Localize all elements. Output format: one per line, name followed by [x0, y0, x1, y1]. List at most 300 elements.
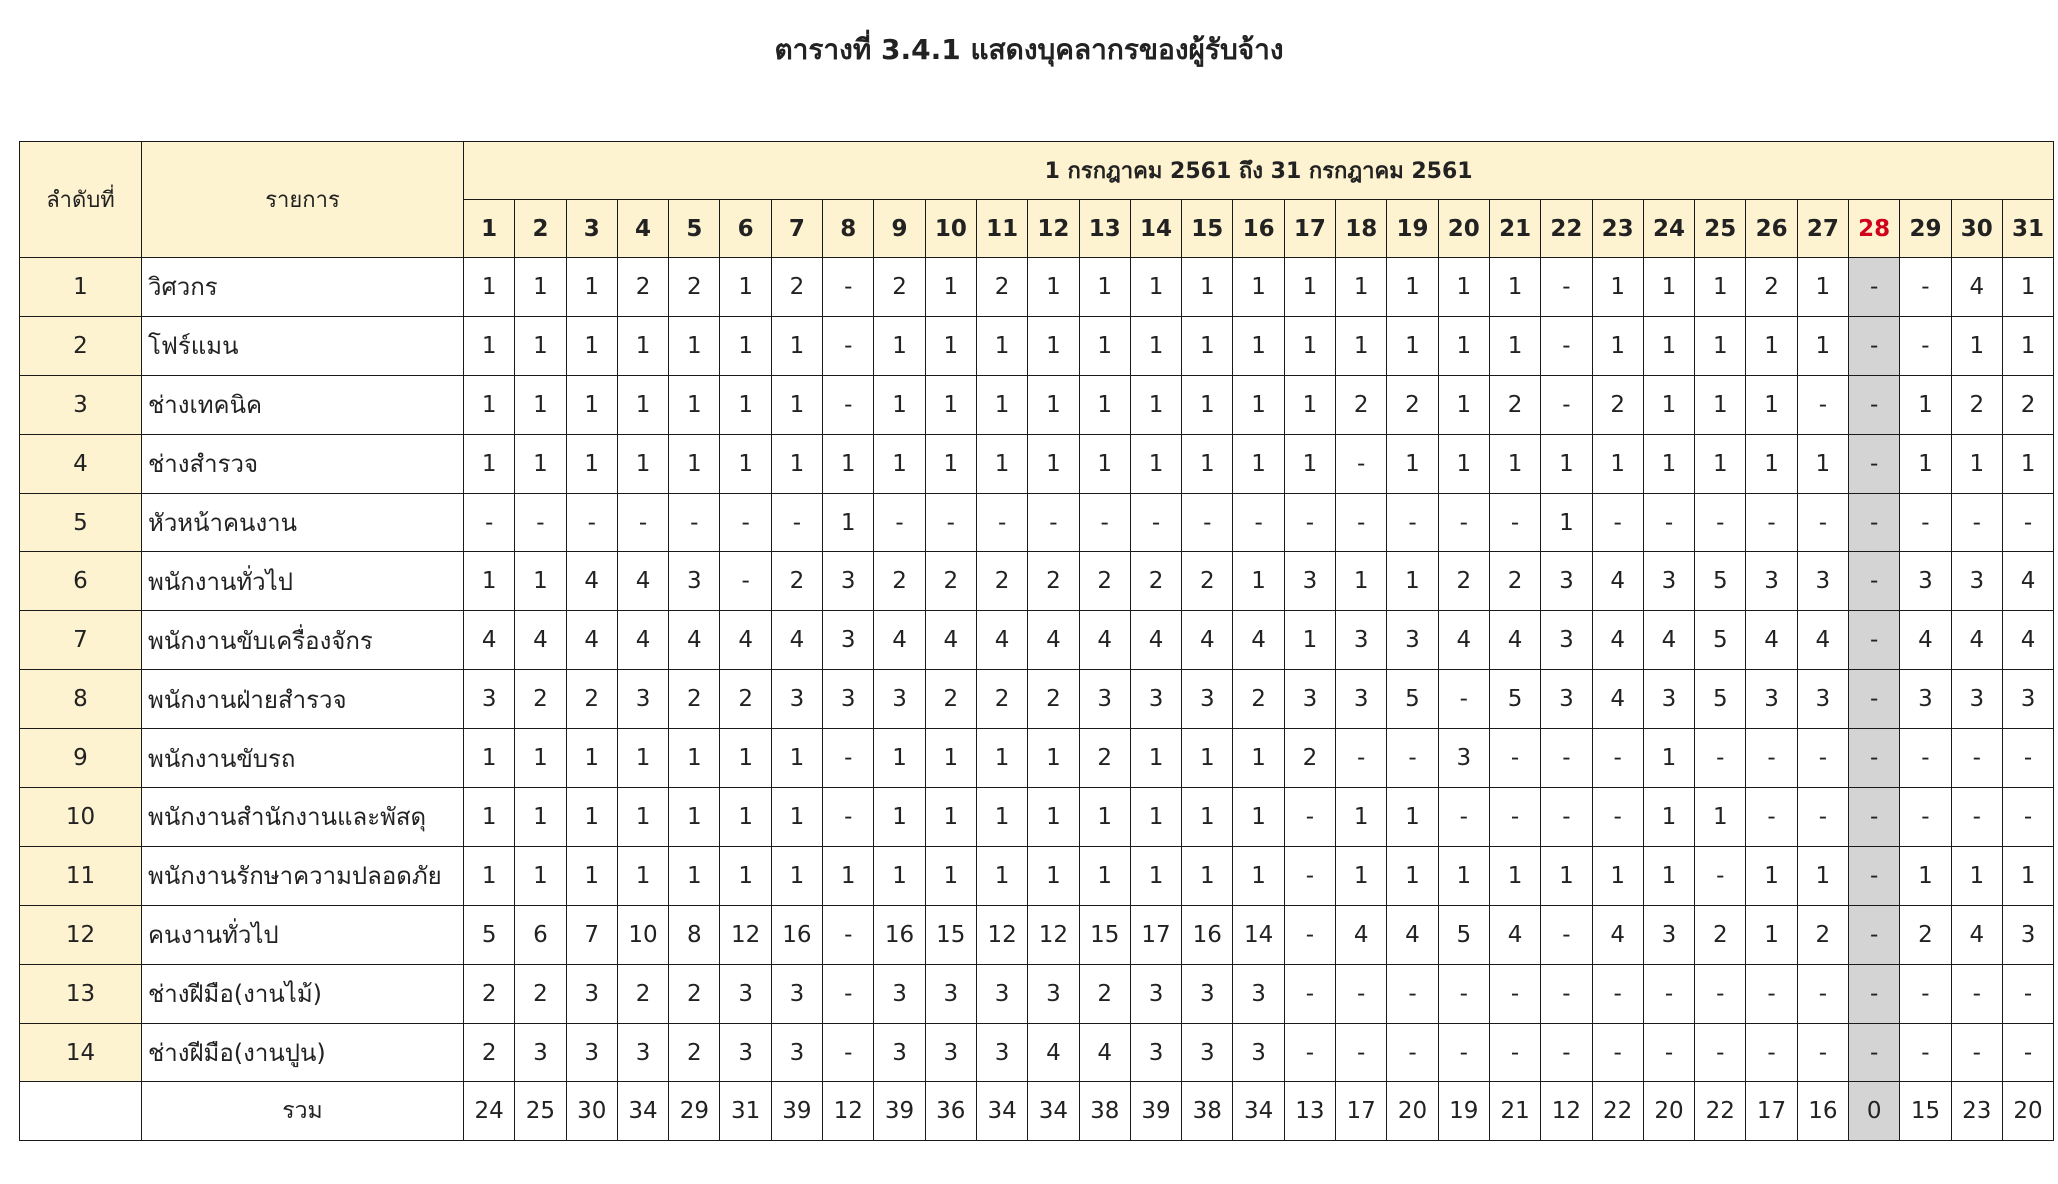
day-value-cell: - — [976, 493, 1027, 552]
day-header: 21 — [1489, 200, 1540, 258]
day-value-cell: 2 — [1489, 552, 1540, 611]
table-row — [20, 788, 2054, 847]
day-value-cell: 4 — [2002, 611, 2053, 670]
day-value-cell: 1 — [925, 729, 976, 788]
day-value-cell: 1 — [1130, 434, 1181, 493]
day-value-cell: 4 — [1592, 670, 1643, 729]
day-value-cell: 3 — [1541, 611, 1592, 670]
day-value-cell: 4 — [617, 611, 668, 670]
day-value-cell: 1 — [1336, 846, 1387, 905]
table-row — [20, 258, 2054, 317]
day-value-cell: - — [823, 905, 874, 964]
day-value-cell: 3 — [566, 964, 617, 1023]
row-number: 8 — [20, 670, 142, 729]
day-value-cell: - — [1746, 729, 1797, 788]
day-value-cell: - — [1592, 964, 1643, 1023]
day-value-cell: 4 — [1951, 258, 2002, 317]
day-value-cell: 4 — [1233, 611, 1284, 670]
day-value-cell: 3 — [720, 964, 771, 1023]
day-header: 17 — [1284, 200, 1335, 258]
day-value-cell: 1 — [1182, 375, 1233, 434]
day-value-cell: 2 — [1079, 964, 1130, 1023]
day-value-cell: 1 — [1284, 316, 1335, 375]
day-value-cell: 1 — [976, 434, 1027, 493]
day-value-cell: 1 — [925, 375, 976, 434]
day-value-cell: - — [515, 493, 566, 552]
day-value-cell: 5 — [464, 905, 515, 964]
day-value-cell: 3 — [1541, 552, 1592, 611]
day-header: 31 — [2002, 200, 2053, 258]
day-value-cell: 1 — [617, 846, 668, 905]
day-value-cell: 4 — [874, 611, 925, 670]
day-value-cell: 1 — [1541, 434, 1592, 493]
day-value-cell: 4 — [1079, 611, 1130, 670]
row-number: 7 — [20, 611, 142, 670]
item-name: พนักงานฝ่ายสำรวจ — [142, 670, 464, 729]
row-number: 2 — [20, 316, 142, 375]
day-value-cell: 1 — [1797, 316, 1848, 375]
total-value-cell: 17 — [1746, 1082, 1797, 1141]
day-value-cell: - — [2002, 788, 2053, 847]
day-value-cell: - — [1849, 846, 1900, 905]
day-value-cell: 1 — [1643, 258, 1694, 317]
day-value-cell: 1 — [874, 316, 925, 375]
day-value-cell: 1 — [464, 846, 515, 905]
day-value-cell: 4 — [771, 611, 822, 670]
day-value-cell: 1 — [669, 316, 720, 375]
total-value-cell: 20 — [2002, 1082, 2053, 1141]
day-value-cell: 1 — [1592, 316, 1643, 375]
day-value-cell: 1 — [976, 788, 1027, 847]
row-number: 9 — [20, 729, 142, 788]
total-value-cell: 24 — [464, 1082, 515, 1141]
day-value-cell: 1 — [2002, 316, 2053, 375]
day-value-cell: 2 — [1284, 729, 1335, 788]
day-value-cell: - — [823, 375, 874, 434]
table-row — [20, 846, 2054, 905]
table-row — [20, 552, 2054, 611]
day-value-cell: - — [464, 493, 515, 552]
day-header: 30 — [1951, 200, 2002, 258]
day-header: 11 — [976, 200, 1027, 258]
day-value-cell: 1 — [464, 552, 515, 611]
day-value-cell: 1 — [771, 846, 822, 905]
day-value-cell: 2 — [1797, 905, 1848, 964]
day-value-cell: 1 — [1233, 316, 1284, 375]
item-name: โฟร์แมน — [142, 316, 464, 375]
day-value-cell: 1 — [771, 375, 822, 434]
total-value-cell: 39 — [874, 1082, 925, 1141]
total-value-cell: 31 — [720, 1082, 771, 1141]
day-value-cell: 3 — [771, 670, 822, 729]
day-value-cell: 1 — [1695, 788, 1746, 847]
day-value-cell: 2 — [515, 964, 566, 1023]
day-value-cell: 3 — [1079, 670, 1130, 729]
day-value-cell: - — [1643, 493, 1694, 552]
day-value-cell: 3 — [823, 552, 874, 611]
day-value-cell: 1 — [1489, 846, 1540, 905]
day-value-cell: - — [823, 788, 874, 847]
day-header: 25 — [1695, 200, 1746, 258]
day-value-cell: 1 — [1695, 258, 1746, 317]
day-value-cell: 1 — [925, 434, 976, 493]
day-value-cell: - — [1951, 788, 2002, 847]
day-value-cell: 1 — [976, 846, 1027, 905]
day-value-cell: - — [1797, 788, 1848, 847]
day-value-cell: 2 — [1900, 905, 1951, 964]
day-value-cell: - — [1541, 788, 1592, 847]
day-value-cell: 2 — [1592, 375, 1643, 434]
total-value-cell: 34 — [617, 1082, 668, 1141]
day-value-cell: - — [1182, 493, 1233, 552]
total-value-cell: 39 — [1130, 1082, 1181, 1141]
day-value-cell: - — [1900, 729, 1951, 788]
day-value-cell: - — [1336, 729, 1387, 788]
total-value-cell: 21 — [1489, 1082, 1540, 1141]
day-value-cell: 1 — [1438, 316, 1489, 375]
day-value-cell: 3 — [1387, 611, 1438, 670]
day-value-cell: 14 — [1233, 905, 1284, 964]
day-value-cell: 1 — [1130, 846, 1181, 905]
day-value-cell: - — [823, 729, 874, 788]
day-value-cell: - — [1849, 258, 1900, 317]
day-value-cell: 3 — [720, 1023, 771, 1082]
day-value-cell: 1 — [1079, 375, 1130, 434]
day-value-cell: 1 — [1182, 316, 1233, 375]
day-value-cell: 1 — [823, 434, 874, 493]
day-value-cell: - — [1849, 375, 1900, 434]
day-value-cell: 2 — [874, 552, 925, 611]
day-value-cell: 3 — [1951, 670, 2002, 729]
day-value-cell: 3 — [1182, 670, 1233, 729]
day-value-cell: 3 — [1643, 905, 1694, 964]
day-value-cell: 3 — [1233, 1023, 1284, 1082]
day-value-cell: 1 — [1387, 434, 1438, 493]
day-value-cell: - — [1489, 964, 1540, 1023]
day-value-cell: 1 — [1336, 316, 1387, 375]
period-header: 1 กรกฎาคม 2561 ถึง 31 กรกฎาคม 2561 — [464, 142, 2054, 200]
day-value-cell: - — [1746, 788, 1797, 847]
day-value-cell: - — [1592, 493, 1643, 552]
day-value-cell: 1 — [1233, 846, 1284, 905]
day-value-cell: - — [1592, 1023, 1643, 1082]
day-value-cell: - — [1541, 375, 1592, 434]
table-row — [20, 611, 2054, 670]
day-value-cell: - — [1695, 846, 1746, 905]
day-value-cell: 1 — [720, 375, 771, 434]
day-value-cell: - — [823, 258, 874, 317]
day-value-cell: 3 — [925, 1023, 976, 1082]
day-value-cell: 1 — [1387, 552, 1438, 611]
day-value-cell: 1 — [1028, 258, 1079, 317]
day-value-cell: 1 — [1028, 434, 1079, 493]
day-value-cell: 3 — [823, 611, 874, 670]
day-value-cell: 1 — [566, 375, 617, 434]
day-value-cell: 2 — [617, 964, 668, 1023]
day-value-cell: 1 — [1387, 788, 1438, 847]
total-value-cell: 15 — [1900, 1082, 1951, 1141]
day-value-cell: 1 — [1387, 316, 1438, 375]
item-name: ช่างฝีมือ(งานปูน) — [142, 1023, 464, 1082]
day-value-cell: 1 — [515, 552, 566, 611]
day-value-cell: - — [1438, 1023, 1489, 1082]
day-value-cell: 1 — [1900, 375, 1951, 434]
total-blank-cell — [20, 1082, 142, 1141]
day-value-cell: 3 — [617, 670, 668, 729]
day-value-cell: 1 — [1746, 375, 1797, 434]
day-value-cell: 1 — [1284, 375, 1335, 434]
day-value-cell: 2 — [1028, 670, 1079, 729]
day-value-cell: 1 — [1592, 258, 1643, 317]
day-value-cell: 4 — [1592, 905, 1643, 964]
table-row — [20, 375, 2054, 434]
day-value-cell: 1 — [874, 434, 925, 493]
page-title: ตารางที่ 3.4.1 แสดงบุคลากรของผู้รับจ้าง — [774, 33, 1284, 66]
day-value-cell: - — [925, 493, 976, 552]
day-value-cell: 3 — [874, 670, 925, 729]
day-value-cell: - — [1695, 729, 1746, 788]
day-value-cell: 4 — [669, 611, 720, 670]
day-value-cell: 1 — [1182, 258, 1233, 317]
day-value-cell: 1 — [1438, 258, 1489, 317]
day-value-cell: 1 — [464, 316, 515, 375]
day-value-cell: - — [1797, 1023, 1848, 1082]
day-value-cell: - — [1489, 1023, 1540, 1082]
day-value-cell: - — [1797, 493, 1848, 552]
table-row — [20, 964, 2054, 1023]
day-header: 18 — [1336, 200, 1387, 258]
day-value-cell: 3 — [874, 1023, 925, 1082]
day-value-cell: 1 — [1797, 846, 1848, 905]
day-value-cell: - — [1849, 552, 1900, 611]
day-value-cell: - — [1336, 964, 1387, 1023]
day-value-cell: 1 — [1643, 788, 1694, 847]
day-value-cell: - — [1695, 493, 1746, 552]
day-value-cell: - — [1797, 375, 1848, 434]
day-value-cell: 1 — [1746, 434, 1797, 493]
day-value-cell: 1 — [1592, 846, 1643, 905]
day-value-cell: 3 — [1284, 670, 1335, 729]
day-value-cell: 1 — [1643, 316, 1694, 375]
day-header: 20 — [1438, 200, 1489, 258]
total-value-cell: 20 — [1387, 1082, 1438, 1141]
day-value-cell: - — [1643, 964, 1694, 1023]
day-header: 27 — [1797, 200, 1848, 258]
day-value-cell: - — [1489, 788, 1540, 847]
day-value-cell: 1 — [566, 258, 617, 317]
day-header: 13 — [1079, 200, 1130, 258]
total-value-cell: 38 — [1079, 1082, 1130, 1141]
day-value-cell: 2 — [1079, 552, 1130, 611]
day-value-cell: 1 — [1541, 846, 1592, 905]
day-value-cell: 1 — [1233, 258, 1284, 317]
item-name: พนักงานรักษาความปลอดภัย — [142, 846, 464, 905]
row-number: 5 — [20, 493, 142, 552]
day-value-cell: 2 — [1130, 552, 1181, 611]
day-value-cell: - — [1746, 964, 1797, 1023]
day-value-cell: 2 — [771, 258, 822, 317]
day-value-cell: 1 — [1438, 846, 1489, 905]
day-header: 16 — [1233, 200, 1284, 258]
day-value-cell: 4 — [1489, 611, 1540, 670]
day-value-cell: 1 — [617, 729, 668, 788]
day-value-cell: 1 — [976, 375, 1027, 434]
day-value-cell: 2 — [1387, 375, 1438, 434]
day-value-cell: 1 — [925, 846, 976, 905]
total-value-cell: 22 — [1695, 1082, 1746, 1141]
day-value-cell: 1 — [771, 316, 822, 375]
day-value-cell: 5 — [1387, 670, 1438, 729]
total-value-cell: 38 — [1182, 1082, 1233, 1141]
row-number: 6 — [20, 552, 142, 611]
day-value-cell: 1 — [1695, 434, 1746, 493]
day-value-cell: 2 — [1233, 670, 1284, 729]
day-value-cell: 3 — [823, 670, 874, 729]
day-value-cell: - — [720, 493, 771, 552]
day-value-cell: 2 — [669, 964, 720, 1023]
day-value-cell: 4 — [1951, 905, 2002, 964]
day-value-cell: 4 — [566, 611, 617, 670]
day-value-cell: 2 — [1695, 905, 1746, 964]
day-value-cell: 1 — [2002, 434, 2053, 493]
day-value-cell: 3 — [1438, 729, 1489, 788]
day-value-cell: 1 — [1695, 316, 1746, 375]
day-value-cell: 1 — [874, 788, 925, 847]
row-number: 13 — [20, 964, 142, 1023]
day-value-cell: 3 — [1284, 552, 1335, 611]
day-value-cell: - — [1900, 316, 1951, 375]
total-value-cell: 16 — [1797, 1082, 1848, 1141]
day-value-cell: 1 — [1438, 434, 1489, 493]
day-value-cell: 12 — [1028, 905, 1079, 964]
day-header: 12 — [1028, 200, 1079, 258]
day-value-cell: 1 — [1746, 316, 1797, 375]
day-value-cell: - — [1489, 493, 1540, 552]
day-value-cell: - — [1541, 729, 1592, 788]
day-value-cell: 3 — [1028, 964, 1079, 1023]
day-value-cell: - — [1849, 964, 1900, 1023]
day-header: 24 — [1643, 200, 1694, 258]
day-value-cell: - — [1900, 964, 1951, 1023]
total-value-cell: 0 — [1849, 1082, 1900, 1141]
day-value-cell: - — [1079, 493, 1130, 552]
day-header: 1 — [464, 200, 515, 258]
row-number: 10 — [20, 788, 142, 847]
day-value-cell: 3 — [771, 964, 822, 1023]
day-value-cell: 1 — [515, 846, 566, 905]
day-value-cell: 1 — [1695, 375, 1746, 434]
day-value-cell: - — [1387, 964, 1438, 1023]
day-value-cell: 2 — [669, 258, 720, 317]
day-value-cell: 1 — [1028, 788, 1079, 847]
day-value-cell: 1 — [1643, 434, 1694, 493]
day-header: 2 — [515, 200, 566, 258]
day-value-cell: 1 — [669, 375, 720, 434]
day-value-cell: - — [1284, 905, 1335, 964]
day-value-cell: 1 — [566, 846, 617, 905]
day-value-cell: 2 — [1746, 258, 1797, 317]
day-value-cell: - — [1849, 434, 1900, 493]
day-value-cell: 4 — [1746, 611, 1797, 670]
day-value-cell: - — [1284, 493, 1335, 552]
day-header: 7 — [771, 200, 822, 258]
day-value-cell: - — [823, 316, 874, 375]
day-value-cell: 3 — [464, 670, 515, 729]
day-value-cell: - — [823, 964, 874, 1023]
day-value-cell: - — [2002, 1023, 2053, 1082]
day-value-cell: 2 — [976, 258, 1027, 317]
day-value-cell: 1 — [1233, 375, 1284, 434]
day-value-cell: 1 — [1387, 846, 1438, 905]
day-value-cell: 1 — [925, 316, 976, 375]
day-value-cell: 2 — [1951, 375, 2002, 434]
day-value-cell: 1 — [1643, 375, 1694, 434]
item-name: หัวหน้าคนงาน — [142, 493, 464, 552]
day-value-cell: 1 — [1079, 788, 1130, 847]
day-value-cell: 8 — [669, 905, 720, 964]
day-value-cell: 2 — [1489, 375, 1540, 434]
day-value-cell: 1 — [1182, 729, 1233, 788]
day-value-cell: 2 — [1079, 729, 1130, 788]
day-value-cell: 16 — [771, 905, 822, 964]
day-value-cell: 1 — [1951, 434, 2002, 493]
day-value-cell: 1 — [1130, 788, 1181, 847]
day-value-cell: 3 — [1797, 552, 1848, 611]
day-value-cell: - — [1233, 493, 1284, 552]
day-value-cell: 1 — [515, 258, 566, 317]
day-value-cell: 2 — [515, 670, 566, 729]
day-header: 14 — [1130, 200, 1181, 258]
day-header: 6 — [720, 200, 771, 258]
day-value-cell: 1 — [823, 846, 874, 905]
day-value-cell: 1 — [669, 846, 720, 905]
day-value-cell: 1 — [617, 788, 668, 847]
day-value-cell: 4 — [1028, 611, 1079, 670]
day-value-cell: 1 — [874, 729, 925, 788]
day-value-cell: - — [1900, 258, 1951, 317]
day-value-cell: - — [823, 1023, 874, 1082]
day-value-cell: 1 — [566, 434, 617, 493]
day-value-cell: 4 — [1951, 611, 2002, 670]
day-value-cell: 5 — [1438, 905, 1489, 964]
day-value-cell: - — [1592, 788, 1643, 847]
day-value-cell: 1 — [720, 729, 771, 788]
day-value-cell: 1 — [1130, 316, 1181, 375]
total-value-cell: 34 — [1028, 1082, 1079, 1141]
total-value-cell: 34 — [976, 1082, 1027, 1141]
day-value-cell: 1 — [1233, 729, 1284, 788]
day-value-cell: 1 — [1182, 434, 1233, 493]
day-header: 8 — [823, 200, 874, 258]
day-header: 19 — [1387, 200, 1438, 258]
day-value-cell: 1 — [1182, 846, 1233, 905]
day-value-cell: 1 — [617, 316, 668, 375]
day-value-cell: - — [1746, 493, 1797, 552]
day-value-cell: 1 — [720, 316, 771, 375]
day-value-cell: 3 — [1643, 552, 1694, 611]
day-value-cell: 1 — [925, 788, 976, 847]
day-value-cell: 4 — [1797, 611, 1848, 670]
day-value-cell: 4 — [1079, 1023, 1130, 1082]
day-value-cell: 3 — [2002, 670, 2053, 729]
day-value-cell: 5 — [1489, 670, 1540, 729]
day-value-cell: 1 — [515, 375, 566, 434]
day-value-cell: 1 — [1233, 552, 1284, 611]
day-value-cell: 1 — [771, 434, 822, 493]
day-value-cell: 1 — [1438, 375, 1489, 434]
day-value-cell: 1 — [1028, 846, 1079, 905]
item-name: พนักงานทั่วไป — [142, 552, 464, 611]
